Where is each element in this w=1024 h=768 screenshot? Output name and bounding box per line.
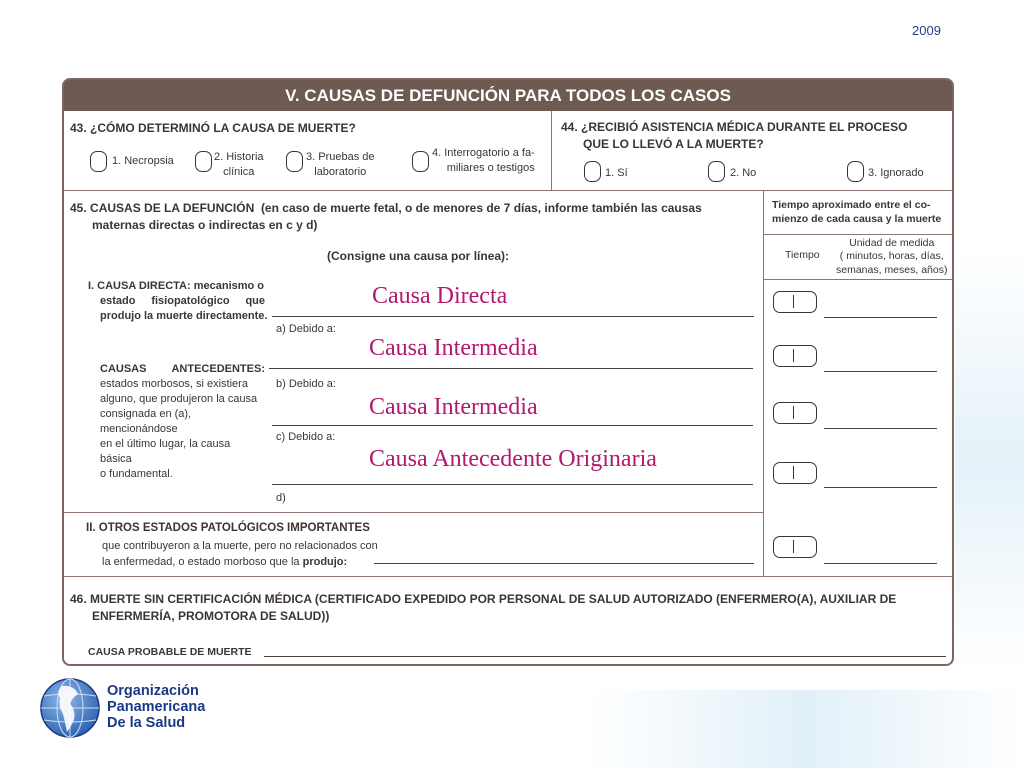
q44-option-no-label: 2. No (730, 167, 757, 179)
time-value-box[interactable] (773, 402, 817, 424)
time-col-label: Tiempo (785, 249, 820, 261)
time-unit-line (824, 371, 937, 372)
time-unit-line (824, 563, 937, 564)
section-divider (64, 576, 952, 577)
probable-cause-label: CAUSA PROBABLE DE MUERTE (88, 646, 252, 658)
year-label: 2009 (912, 23, 941, 38)
antecedent-line: consignada en (a), mencionándose (100, 407, 192, 435)
antecedent-causes-label (100, 362, 265, 482)
q45-title (70, 200, 702, 235)
time-header-divider (763, 234, 952, 235)
antecedent-line: o fundamental. (100, 467, 173, 480)
q46-line1: 46. MUERTE SIN CERTIFICACIÓN MÉDICA (CERTIFICADO EXPEDIDO POR PERSONAL DE SALUD AUTORIZADO (ENFERMERO(A), AUXILIAR DE (70, 592, 897, 606)
unit-line2: ( minutos, horas, días, (839, 250, 944, 263)
section-divider (64, 190, 952, 191)
org-line3: De la Salud (107, 715, 186, 731)
q43-option-4-radio[interactable] (412, 151, 429, 172)
paho-globe-logo-icon (38, 676, 102, 740)
q43-option-2-line1: 2. Historia (214, 151, 264, 163)
q43-option-4-line2: miliares o testigos (446, 161, 535, 174)
unit-line1: Unidad de medida (849, 237, 935, 249)
q43-option-3-label (306, 150, 375, 179)
cause-a-value[interactable]: Causa Intermedia (369, 335, 538, 361)
time-header-line2: mienzo de cada causa y la muerte (772, 212, 942, 225)
box-divider (793, 349, 794, 362)
q44-option-yes-label: 1. Sí (605, 167, 628, 179)
q46-line2: ENFERMERÍA, PROMOTORA DE SALUD)) (92, 609, 330, 624)
q43-option-3-line1: 3. Pruebas de (306, 151, 375, 163)
q43-q44-divider (551, 111, 552, 190)
other-conditions-line (374, 563, 754, 564)
direct-cause-label (88, 279, 268, 324)
q45-title-rest: (en caso de muerte fetal, o de menores de 7 días, informe también las causas (260, 201, 702, 215)
unit-line3: semanas, meses, años) (836, 263, 948, 276)
q46-title (70, 591, 896, 626)
cause-a-line (269, 368, 753, 369)
time-value-box[interactable] (773, 291, 817, 313)
other-conditions-line2-bold: produjo: (302, 555, 348, 568)
background-streak (955, 250, 1024, 670)
cause-c-line (272, 484, 753, 485)
q43-option-3-radio[interactable] (286, 151, 303, 172)
other-conditions-desc (102, 539, 378, 570)
cause-c-value[interactable]: Causa Antecedente Originaria (369, 446, 657, 472)
q43-option-1-label: 1. Necropsia (112, 155, 174, 167)
time-value-box[interactable] (773, 536, 817, 558)
other-conditions-line2: la enfermedad, o estado morboso que la (102, 555, 300, 568)
other-conditions-line1: que contribuyeron a la muerte, pero no relacionados con (102, 540, 378, 552)
antecedent-line: estados morbosos, si existiera (100, 377, 248, 390)
row-label-b: b) Debido a: (276, 378, 336, 390)
q44-title-line1: 44. ¿RECIBIÓ ASISTENCIA MÉDICA DURANTE EL PROCESO (561, 120, 908, 134)
box-divider (793, 540, 794, 553)
q44-option-unknown-label: 3. Ignorado (868, 167, 924, 179)
row-label-a: a) Debido a: (276, 323, 336, 335)
q44-title (561, 119, 907, 153)
row-label-d: d) (276, 492, 286, 504)
q45-title-line2: maternas directas o indirectas en c y d) (92, 218, 318, 233)
time-header-line1: Tiempo aproximado entre el co- (772, 199, 931, 211)
q43-option-4-label (432, 146, 535, 175)
probable-cause-line (264, 656, 946, 657)
form-header: V. CAUSAS DE DEFUNCIÓN PARA TODOS LOS CASOS (64, 80, 952, 111)
background-streak (590, 690, 1024, 768)
q44-option-no-radio[interactable] (708, 161, 725, 182)
cause-b-value[interactable]: Causa Intermedia (369, 394, 538, 420)
q45-title-main: CAUSAS DE LA DEFUNCIÓN (90, 201, 255, 215)
q43-option-2-label (214, 150, 264, 179)
organization-name (107, 683, 205, 731)
cause-direct-value[interactable]: Causa Directa (372, 283, 508, 309)
antecedent-causes-head: CAUSAS ANTECEDENTES: (100, 363, 265, 375)
time-column-divider (763, 190, 764, 576)
org-line2: Panamericana (107, 699, 206, 715)
antecedent-line: alguno, que produjeron la causa (100, 392, 258, 405)
other-conditions-title: II. OTROS ESTADOS PATOLÓGICOS IMPORTANTES (86, 522, 370, 534)
q43-option-4-line1: 4. Interrogatorio a fa- (432, 147, 535, 159)
q43-option-3-line2: laboratorio (314, 165, 367, 178)
time-unit-line (824, 487, 937, 488)
time-unit-line (824, 428, 937, 429)
time-value-box[interactable] (773, 462, 817, 484)
unit-col-label (836, 237, 947, 277)
section-divider (64, 512, 763, 513)
direct-cause-label-line1: I. CAUSA DIRECTA: mecanismo o (88, 280, 265, 292)
direct-cause-label-line3: produjo la muerte directamente. (100, 309, 268, 322)
q45-instruction: (Consigne una causa por línea): (327, 249, 510, 263)
box-divider (793, 295, 794, 308)
time-unit-line (824, 317, 937, 318)
death-causes-form (62, 78, 954, 666)
time-header-bottom-divider (763, 279, 952, 280)
org-line1: Organización (107, 683, 199, 699)
q45-number: 45. (70, 201, 87, 215)
box-divider (793, 406, 794, 419)
q43-title: 43. ¿CÓMO DETERMINÓ LA CAUSA DE MUERTE? (70, 121, 356, 135)
q44-option-unknown-radio[interactable] (847, 161, 864, 182)
box-divider (793, 466, 794, 479)
cause-direct-line (272, 316, 754, 317)
time-value-box[interactable] (773, 345, 817, 367)
time-header (772, 199, 941, 227)
q44-option-yes-radio[interactable] (584, 161, 601, 182)
q43-option-1-radio[interactable] (90, 151, 107, 172)
antecedent-line: en el último lugar, la causa básica (100, 437, 231, 465)
direct-cause-label-line2: estado fisiopatológico que (100, 294, 265, 307)
row-label-c: c) Debido a: (276, 431, 336, 443)
cause-b-line (272, 425, 753, 426)
q43-option-2-line2: clínica (223, 165, 255, 178)
q44-title-line2: QUE LO LLEVÓ A LA MUERTE? (583, 136, 764, 151)
q43-option-2-radio[interactable] (195, 151, 212, 172)
